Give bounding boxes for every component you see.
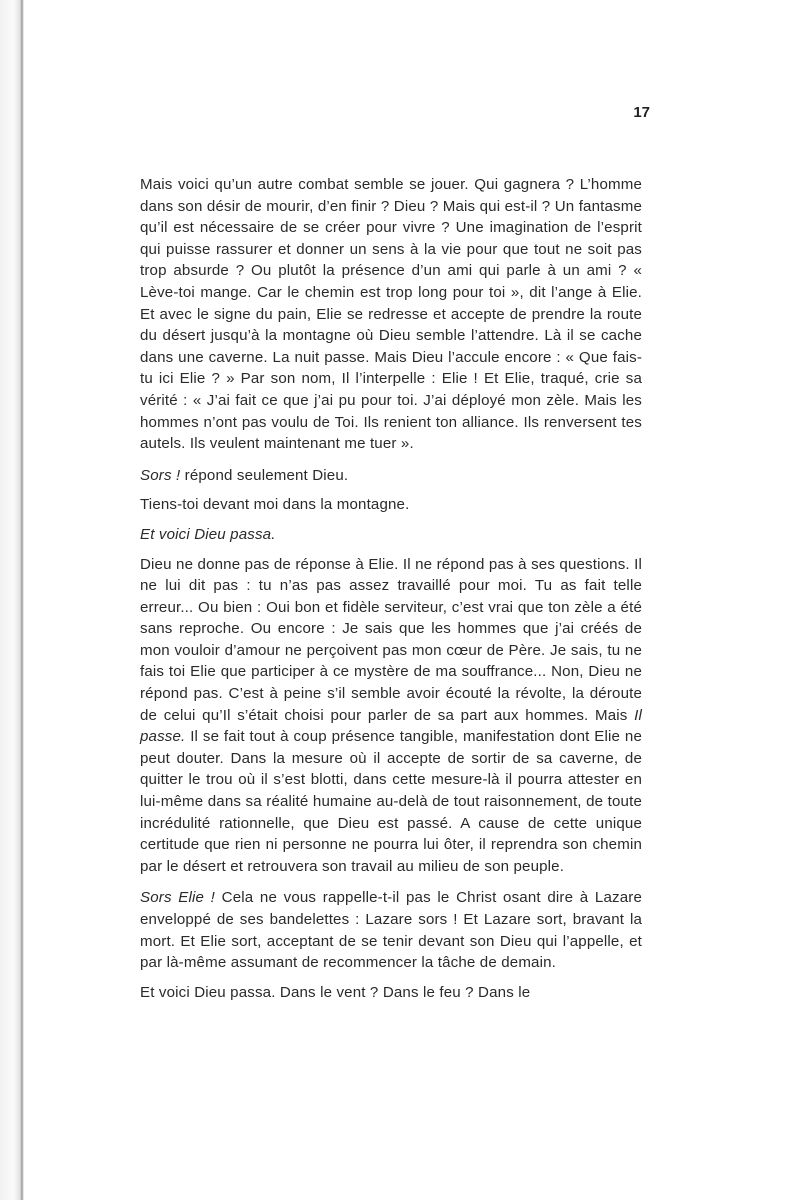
paragraph — [140, 494, 642, 516]
italic-text: Il passe. — [140, 706, 642, 746]
text-run: Il se fait tout à coup présence tangible, manifestation dont Elie ne peut douter. Dans la mesure où il accepte de sortir de sa caverne, de quitter le trou où il s’est blotti, dans cette mesure-là il pourra attester en lui-même dans sa réalité humaine au-delà de tout raisonnement, de toute incrédulité rationnelle, que Dieu est passé. A cause de cette unique certitude que rien ni personne ne pourra lui ôter, il reprendra son chemin par le désert et retrouvera son travail au milieu de son peuple. — [140, 728, 642, 875]
page-binding-edge — [0, 0, 24, 1200]
paragraph — [140, 982, 642, 1004]
paragraph — [140, 554, 642, 878]
italic-text: Et voici Dieu passa. — [140, 525, 276, 543]
text-run: Mais voici qu’un autre combat semble se jouer. Qui gagnera ? L’homme dans son désir de mourir, d’en finir ? Dieu ? Mais qui est-il ? Un fantasme qu’il est nécessaire de se créer pour vivre ? Une imagination de l’esprit qui puisse rassurer et donner un sens à la vie pour que tout ne soit pas trop absurde ? Ou plutôt la présence d’un ami qui parle à un ami ? « Lève-toi mange. Car le chemin est trop long pour toi », dit l’ange à Elie. Et avec le signe du pain, Elie se redresse et accepte de prendre la route du désert jusqu’à la montagne où Dieu semble l’attendre. Là il se cache dans une caverne. La nuit passe. Mais Dieu l’accule encore : « Que fais-tu ici Elie ? » Par son nom, Il l’interpelle : Elie ! Et Elie, traqué, crie sa vérité : « J’ai fait ce que j’ai pu pour toi. J’ai déployé mon zèle. Mais les hommes n’ont pas voulu de Toi. Ils renient ton alliance. Ils renversent tes autels. Ils veulent maintenant me tuer ». — [140, 176, 642, 453]
page-number: 17 — [633, 104, 650, 121]
paragraph — [140, 465, 642, 487]
text-run: répond seulement Dieu. — [180, 466, 349, 484]
paragraph — [140, 174, 642, 455]
body-text — [140, 174, 642, 1013]
italic-text: Sors Elie ! — [140, 889, 216, 907]
text-run: Cela ne vous rappelle-t-il pas le Christ osant dire à Lazare enveloppé de ses bandelettes : Lazare sors ! Et Lazare sort, bravant la mort. Et Elie sort, acceptant de se tenir devant son Dieu qui l’appelle, et par là-même assumant de recommencer la tâche de demain. — [140, 889, 642, 972]
text-run: Tiens-toi devant moi dans la montagne. — [140, 496, 410, 514]
italic-text: Sors ! — [140, 466, 181, 484]
paragraph — [140, 524, 642, 546]
text-run: Dieu ne donne pas de réponse à Elie. Il ne répond pas à ses questions. Il ne lui dit pas : tu n’as pas assez travaillé pour moi. Tu as fait telle erreur... Ou bien : Oui bon et fidèle serviteur, c’est vrai que ton zèle a été sans reproche. Ou encore : Je sais que les hommes que j’ai créés de mon vouloir d’amour ne perçoivent pas mon cœur de Père. Je sais, tu ne fais toi Elie que participer à ce mystère de ma souffrance... Non, Dieu ne répond pas. C’est à peine s’il semble avoir écouté la révolte, la déroute de celui qu’Il s’était choisi pour parler de sa part aux hommes. Mais — [140, 555, 642, 724]
paragraph — [140, 887, 642, 973]
text-run: Et voici Dieu passa. Dans le vent ? Dans le feu ? Dans le — [140, 983, 531, 1001]
